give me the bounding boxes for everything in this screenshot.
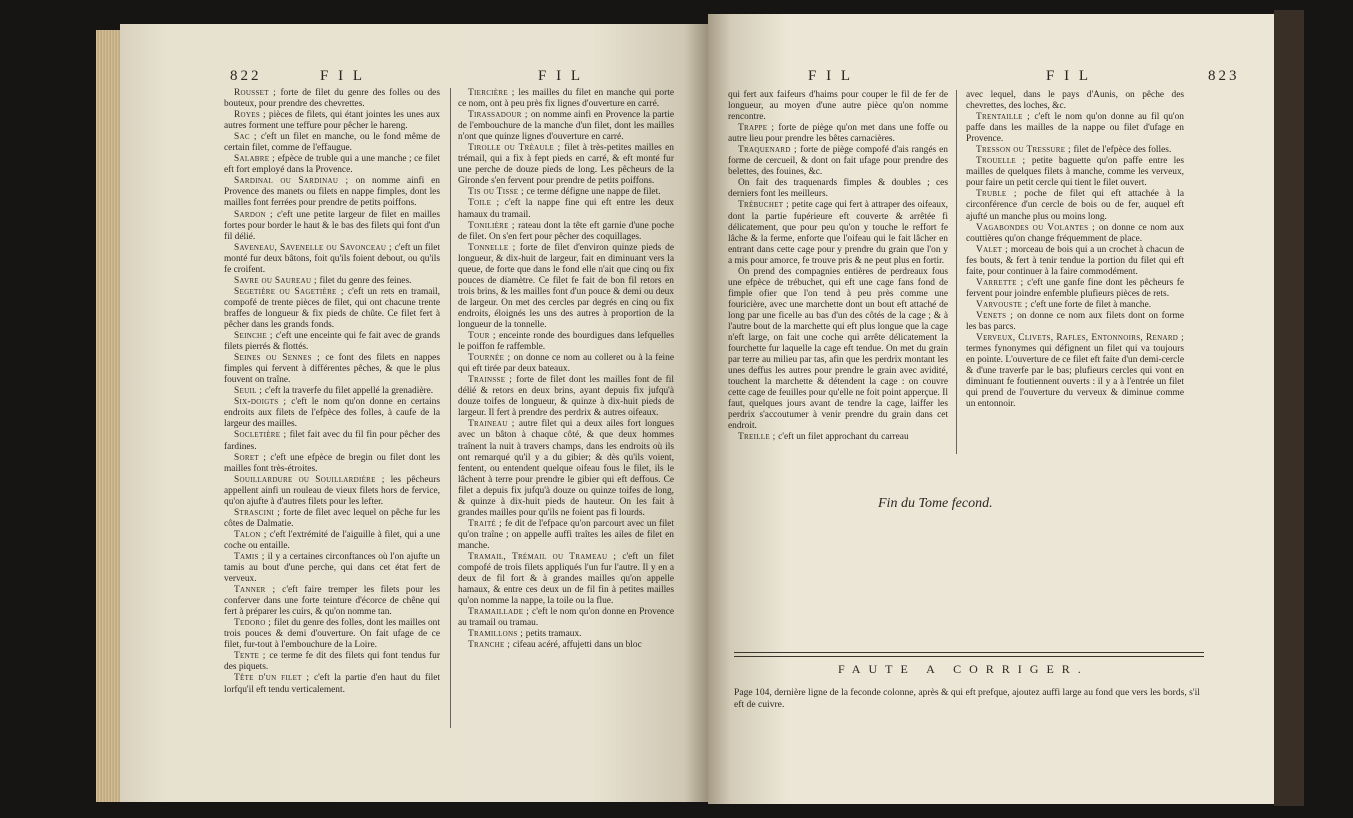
dictionary-entry: [224, 154, 440, 176]
dictionary-entry: [966, 112, 1184, 145]
right-column-2: [966, 90, 1184, 410]
errata-title: FAUTE A CORRIGER.: [838, 662, 1089, 676]
entry-definition: c'eft le nom qu'on donne au fil qu'on paffe dans les mailles de la nappe ou filet d'ufage en Provence.: [966, 112, 1184, 145]
dictionary-entry: [224, 386, 440, 397]
entry-term: Trébuchet ;: [738, 200, 792, 211]
entry-term: Segetière ou Sagetière ;: [234, 286, 348, 297]
entry-definition: autre filet qui a deux ailes fort longues avec un bâton à chaque côté, & que deux hommes traînent la nuit à travers champs, dans les endroits où ils ont remarqué qu'il y a du gibier; & dès qu'ils voient, fentent, ou entendent quelque oifeau fous le filet, ils le lâchent à terre pour prendre le gibier qui eft deffous. Ce filet a depuis fix jufqu'à douze ou quinze toifes de long, & quinze à dix-huit pieds de hauteur. On les fait à grandes mailles pour qu'ils ne foient pas fi lourds.: [458, 419, 674, 518]
entry-definition: forte de filet d'environ quinze pieds de longueur, & dix-huit de largeur, fait en diminuant vers la queue, de forte que dans le fond elle n'ait que cinq ou fix pouces de diamètre. Ce filet fe fait de bon fil retors en trois brins, & les mailles font d'un pouce & demi ou deux de largeur. On met des cercles par degrés en cinq ou fix endroits, éloignés les uns des autres à proportion de la longueur de la tonnelle.: [458, 242, 674, 330]
dictionary-entry: [458, 221, 674, 243]
entry-definition: on donne ce nom aux filets dont on forme les bas parcs.: [966, 310, 1185, 332]
entry-definition: c'eft une forte de filet à manche.: [1030, 299, 1152, 310]
dictionary-entry: [224, 618, 440, 651]
entry-definition: morceau de bois qui a un crochet à chacun de fes bouts, & fert à tenir tendue la portion du filet qui eft faite, pour continuer à la faire commodément.: [966, 244, 1184, 277]
entry-term: Tramillons ;: [468, 629, 526, 640]
entry-definition: ce terme défigne une nappe de filet.: [526, 187, 661, 198]
entry-definition: pièces de filets, qui étant jointes les unes aux autres forment une teffure pour pêcher le hareng.: [224, 110, 440, 132]
left-page: [120, 24, 708, 802]
entry-definition: ce font des filets en nappes fimples qui fervent à différentes pêches, & que le plus fouvent on traîne.: [224, 353, 440, 386]
dictionary-entry: [458, 419, 674, 518]
dictionary-entry: [966, 278, 1184, 300]
dictionary-entry: [458, 607, 674, 629]
dictionary-entry: [224, 110, 440, 132]
entry-term: Tramaillade ;: [468, 607, 533, 618]
entry-term: Savre ou Saureau ;: [234, 275, 320, 286]
dictionary-entry: [458, 375, 674, 419]
dictionary-entry: [458, 640, 674, 651]
left-column-2: [458, 88, 674, 651]
column-divider: [956, 90, 957, 454]
entry-term: Sardinal ou Sardinau ;: [234, 176, 356, 187]
dictionary-entry: [966, 189, 1184, 222]
entry-definition: c'eft le nom qu'on donne en certains endroits aux filets de l'efpèce des folles, à caufe de la largeur des mailles.: [224, 397, 440, 430]
entry-definition: c'eft une enceinte qui fe fait avec de grands filets pierrés & flottés.: [224, 331, 440, 353]
entry-definition: forte de piège compofé d'ais rangés en forme de cercueil, & dont on fait ufage pour prendre des belettes, des fouines, &c.: [728, 145, 948, 178]
entry-term: Saveneau, Savenelle ou Savonceau ;: [234, 242, 395, 253]
entry-term: Vagabondes ou Volantes ;: [976, 222, 1099, 233]
entry-term: Trainsse ;: [468, 375, 517, 386]
dictionary-entry: [728, 200, 948, 266]
dictionary-entry: [966, 223, 1184, 245]
entry-term: Talon ;: [234, 529, 270, 540]
entry-term: Trentaille ;: [976, 112, 1035, 123]
entry-definition: enceinte ronde des bourdigues dans lefquelles le poiffon fe raffemble.: [458, 331, 674, 353]
dictionary-entry: [224, 475, 440, 508]
end-of-volume: Fin du Tome fecond.: [878, 496, 993, 511]
entry-term: Tamis ;: [234, 551, 268, 562]
entry-term: Tiercière ;: [468, 88, 519, 98]
entry-definition: filet de l'efpèce des folles.: [1073, 145, 1172, 156]
dictionary-entry: [224, 673, 440, 695]
entry-definition: les mailles du filet en manche qui porte ce nom, ont à peu près fix lignes d'ouverture en carré.: [458, 88, 674, 110]
dictionary-entry: [728, 178, 948, 200]
dictionary-entry: [224, 331, 440, 353]
left-page-number: 822: [230, 68, 262, 84]
entry-term: Seines ou Sennes ;: [234, 353, 326, 364]
entry-term: Tour ;: [468, 331, 500, 342]
divider-line: [734, 652, 1204, 653]
entry-term: Traineau ;: [468, 419, 519, 430]
entry-definition: c'eft une ganfe fine dont les pêcheurs fe fervent pour joindre enfemble plufieurs pièces de rets.: [966, 277, 1184, 299]
entry-definition: on nomme ainfi en Provence la partie de l'embouchure de la manche d'un filet, dont les mailles n'ont que quinze lignes d'ouverture en carré.: [458, 110, 675, 143]
entry-term: Sardon ;: [234, 209, 278, 220]
dictionary-entry: [728, 432, 948, 443]
dictionary-entry: [966, 311, 1184, 333]
right-page: [708, 14, 1274, 804]
entry-definition: les pêcheurs appellent ainfi un rouleau de vieux filets hors de fervice, qu'on ajufte à d'autres filets pour les lefter.: [224, 474, 440, 507]
dictionary-entry: [224, 176, 440, 209]
dictionary-entry: [224, 453, 440, 475]
dictionary-entry: [966, 245, 1184, 278]
entry-definition: c'eft une efpèce de bregin ou filet dont les mailles font très-étroites.: [224, 452, 440, 474]
entry-definition: on donne ce nom aux couttières qu'on change fréquemment de place.: [966, 222, 1184, 244]
entry-term: Treille ;: [738, 432, 779, 443]
entry-definition: petits tramaux.: [525, 629, 582, 640]
dictionary-entry: [458, 519, 674, 552]
entry-term: Souillardure ou Souillardière ;: [234, 474, 391, 485]
dictionary-entry: [224, 276, 440, 287]
entry-term: Tente ;: [234, 651, 270, 662]
entry-term: Tonnelle ;: [468, 242, 520, 253]
entry-definition: forte de piège qu'on met dans une foffe ou autre lieu pour prendre les bêtes carnacières.: [728, 123, 948, 145]
entry-term: Trappe ;: [738, 123, 779, 134]
entry-term: Six-doigts ;: [234, 397, 292, 408]
entry-definition: c'eft un filet monté fur deux bâtons, foit qu'ils foient debout, ou qu'ils fe croifent.: [224, 242, 440, 275]
dictionary-entry: [224, 287, 440, 331]
entry-term: Varrette ;: [976, 277, 1028, 288]
entry-term: Truble ;: [976, 189, 1025, 200]
dictionary-entry: [966, 300, 1184, 311]
dictionary-entry: [728, 90, 948, 123]
book-page-edges: [96, 30, 122, 802]
entry-term: Tirolle ou Trèaule ;: [468, 143, 565, 154]
dictionary-entry: [728, 267, 948, 433]
entry-definition: il y a certaines circonftances où l'on ajufte un tamis au bout d'une perche, qui dans cet état fert de verveux.: [224, 551, 440, 585]
entry-term: Salabre ;: [234, 154, 278, 165]
entry-definition: c'eft la partie d'en haut du filet lorfqu'il eft tendu verticalement.: [224, 673, 441, 695]
entry-term: Socletière ;: [234, 430, 290, 441]
entry-term: Tis ou Tisse ;: [468, 187, 527, 198]
entry-definition: filet fait avec du fil fin pour pêcher des fardines.: [224, 430, 441, 452]
left-header-left: F I L: [320, 68, 365, 84]
entry-term: Rousset ;: [234, 88, 281, 98]
dictionary-entry: [224, 132, 440, 154]
entry-definition: on nomme ainfi en Provence des manets ou filets en nappe fimples, dont les mailles font ferrées pour prendre de petits poiffons.: [224, 176, 440, 209]
book-cover-edge: [1274, 10, 1304, 806]
column-divider: [450, 88, 451, 728]
entry-term: Tête d'un filet ;: [234, 673, 315, 684]
entry-definition: qui fert aux faifeurs d'haims pour couper le fil de fer de longueur, au moyen d'une autre pièce qu'on nomme rencontre.: [728, 90, 948, 123]
dictionary-entry: [458, 552, 674, 607]
dictionary-entry: [458, 187, 674, 198]
entry-term: Valet ;: [976, 244, 1011, 255]
dictionary-entry: [224, 585, 440, 618]
left-column-1: [224, 88, 440, 696]
dictionary-entry: [966, 156, 1184, 189]
entry-definition: ce terme fe dit des filets qui font tendus fur des piquets.: [224, 651, 440, 673]
right-column-1: [728, 90, 948, 444]
entry-term: Toile ;: [468, 198, 505, 209]
entry-definition: c'eft la nappe fine qui eft entre les deux hamaux du tramail.: [458, 198, 674, 220]
entry-term: Venets ;: [976, 310, 1018, 321]
entry-definition: petite cage qui fert à attraper des oifeaux, dont la partie fupérieure eft couverte & arrêtée fi délicatement, que pour peu qu'on y touche le reffort fe lâche & la ferme, enforte que l'oifeau qui le fait lâcher en entrant dans cette cage pour y prendre du grain que l'on y a mis pour amorce, fe trouve pris & ne peut plus en fortir.: [728, 200, 948, 266]
entry-term: Seuil ;: [234, 386, 265, 397]
entry-term: Traquenard ;: [738, 145, 801, 156]
entry-definition: poche de filet qui eft attachée à la circonférence d'un cercle de bois ou de fer, auquel eft ajufté un manche plus ou moins long.: [966, 189, 1185, 222]
entry-definition: c'eft un rets en tramail, compofé de trente pièces de filet, qui ont chacune trente braffes de longueur & fix pieds de chûte. Ce filet fert à pêcher dans les grands fonds.: [224, 286, 440, 330]
entry-definition: cifeau acéré, affujetti dans un bloc: [512, 640, 642, 651]
entry-term: Tournée ;: [468, 353, 514, 364]
dictionary-entry: [966, 145, 1184, 156]
dictionary-entry: [458, 88, 674, 110]
entry-term: Strascini ;: [234, 507, 284, 518]
errata-text: Page 104, dernière ligne de la feconde colonne, après & qui eft prefque, ajoutez auffi large au fond que vers les bords, s'il eft de cuivre.: [734, 687, 1200, 710]
dictionary-entry: [224, 88, 440, 110]
dictionary-entry: [224, 552, 440, 585]
entry-definition: forte de filet du genre des folles ou des bouteux, pour prendre des chevrettes.: [224, 88, 440, 110]
entry-term: Tresson ou Tressure ;: [976, 145, 1074, 156]
entry-definition: filet du genre des folles, dont les mailles ont trois pouces & demi d'ouverture. On fait ufage de ce filet, fur-tout à l'embouchure de la Loire.: [224, 618, 440, 651]
entry-definition: rateau dont la tête eft garnie d'une poche de filet. On s'en fert pour pêcher des coquillages.: [458, 220, 674, 242]
entry-term: Seinche ;: [234, 331, 276, 342]
entry-definition: forte de filet dont les mailles font de fil délié & retors en deux brins, ayant depuis fix jufqu'à douze toifes de longueur, & quinze à dix-huit pieds de largeur. Il fert à prendre des perdrix & autres oifeaux.: [458, 375, 674, 419]
dictionary-entry: [224, 430, 440, 452]
entry-term: Sac ;: [234, 132, 261, 143]
entry-definition: c'eft la traverfe du filet appellé la grenadière.: [264, 386, 434, 397]
entry-term: Tonilière ;: [468, 220, 519, 231]
right-page-number: 823: [1208, 68, 1240, 84]
entry-definition: termes fynonymes qui défignent un filet qui va toujours en pointe. L'ouverture de ce filet eft faite d'un demi-cercle & d'une traverfe par le bas; plufieurs cercles qui vont en diminuant fe foutiennent ouverts : il y a à l'entrée un filet qui prend de l'ouverture du verveux & diminue comme un entonnoir.: [966, 344, 1184, 410]
dictionary-entry: [728, 123, 948, 145]
dictionary-entry: [224, 210, 440, 243]
dictionary-entry: [728, 145, 948, 178]
left-header-right: F I L: [538, 68, 583, 84]
entry-definition: c'eft un filet en manche, ou le fond même de certain filet, comme de l'effaugue.: [224, 132, 441, 154]
entry-term: Varvouste ;: [976, 299, 1031, 310]
entry-definition: c'eft un filet compofé de trois filets appliqués l'un fur l'autre. Il y en a deux de fil fort & à grandes mailles qu'on appelle hamaux, & entre ces deux un de fil fin à petites mailles qu'on nomme la nappe, la toile ou la flue.: [458, 551, 674, 607]
entry-term: Soret ;: [234, 452, 271, 463]
entry-term: Tirassadour ;: [468, 110, 531, 121]
dictionary-entry: [458, 629, 674, 640]
entry-definition: c'eft un filet approchant du carreau: [778, 432, 909, 443]
entry-definition: c'eft l'extrémité de l'aiguille à filet, qui a une coche ou entaille.: [224, 529, 440, 551]
entry-term: Tramail, Trémail ou Trameau ;: [468, 551, 623, 562]
entry-term: Royes ;: [234, 110, 269, 121]
entry-definition: c'eft le nom qu'on donne en Provence au tramail ou tramau.: [458, 607, 674, 629]
dictionary-entry: [224, 243, 440, 276]
dictionary-entry: [458, 353, 674, 375]
dictionary-entry: [224, 397, 440, 430]
entry-definition: on donne ce nom au colleret ou à la feine qui eft tirée par deux bateaux.: [458, 353, 674, 375]
entry-term: Tedoro ;: [234, 618, 274, 629]
entry-term: Trouelle ;: [976, 156, 1032, 167]
dictionary-entry: [458, 243, 674, 331]
dictionary-entry: [966, 90, 1184, 112]
dictionary-entry: [224, 353, 440, 386]
entry-term: Tranche ;: [468, 640, 513, 651]
dictionary-entry: [224, 508, 440, 530]
entry-definition: c'eft faire tremper les filets pour les conferver dans une forte teinture d'écorce de chêne qui fert à préparer les cuirs, & qu'on nomme tan.: [224, 585, 440, 618]
dictionary-entry: [224, 651, 440, 673]
entry-definition: fe dit de l'efpace qu'on parcourt avec un filet qu'on traîne ; on appelle auffi traîtes les ailes de filet en manche.: [458, 518, 675, 551]
right-header-left: F I L: [808, 68, 853, 84]
entry-definition: avec lequel, dans le pays d'Aunis, on pêche des chevrettes, des loches, &c.: [966, 90, 1184, 112]
entry-definition: filet à très-petites mailles en trémail, qui a fix à fept pieds en carré, & eft monté fur une perche de douze pieds de long. Les pêcheurs de la Gironde s'en fervent pour prendre de petits poiffons.: [458, 143, 674, 187]
entry-definition: On fait des traquenards fimples & doubles ; ces derniers font les meilleurs.: [728, 178, 948, 200]
entry-definition: petite baguette qu'on paffe entre les mailles de quelques filets à manche, comme les verveux, pour faire un petit cercle qui tient le filet ouvert.: [966, 156, 1184, 189]
entry-definition: filet du genre des feines.: [319, 275, 412, 286]
dictionary-entry: [458, 110, 674, 143]
dictionary-entry: [458, 143, 674, 187]
entry-definition: forte de filet avec lequel on pêche fur les côtes de Dalmatie.: [224, 507, 440, 529]
entry-term: Verveux, Clivets, Rafles, Entonnoirs, Renard ;: [976, 333, 1184, 344]
dictionary-entry: [458, 331, 674, 353]
entry-definition: c'eft une petite largeur de filet en mailles fortes pour border le haut & le bas des filets qui font d'un fil délié.: [224, 209, 440, 242]
entry-term: Traité ;: [468, 518, 505, 529]
right-header-right: F I L: [1046, 68, 1091, 84]
divider-line: [734, 656, 1204, 657]
dictionary-entry: [966, 333, 1184, 410]
dictionary-entry: [224, 530, 440, 552]
entry-term: Tanner ;: [234, 585, 283, 596]
entry-definition: On prend des compagnies entières de perdreaux fous une efpèce de trébuchet, qui eft une cage fans fond de fimple ofier que l'on tend à peu près comme une fouricière, avec une marchette dont un bout eft attaché de long par une ficelle au bas d'un des côtés de la cage ; & à l'autre bout de la marchette qui eft plus longue que la cage n'eft large, on fait une coche qui arrête délicatement la fourchette fur laquelle la cage eft tendue. On met du grain par terre au milieu par tas, afin que les perdrix montant les unes deffus les autres pour prendre le grain avec avidité, touchent la marchette & détendent la cage : on couvre cette cage de feuilles pour qu'elle ne foit point apperçue. Il faut, quelques jours avant de tendre la cage, laiffer les perdrix s'accoutumer à venir prendre du grain dans cet endroit.: [728, 266, 948, 432]
dictionary-entry: [458, 198, 674, 220]
entry-definition: efpèce de truble qui a une manche ; ce filet eft fort employé dans la Provence.: [224, 154, 440, 176]
